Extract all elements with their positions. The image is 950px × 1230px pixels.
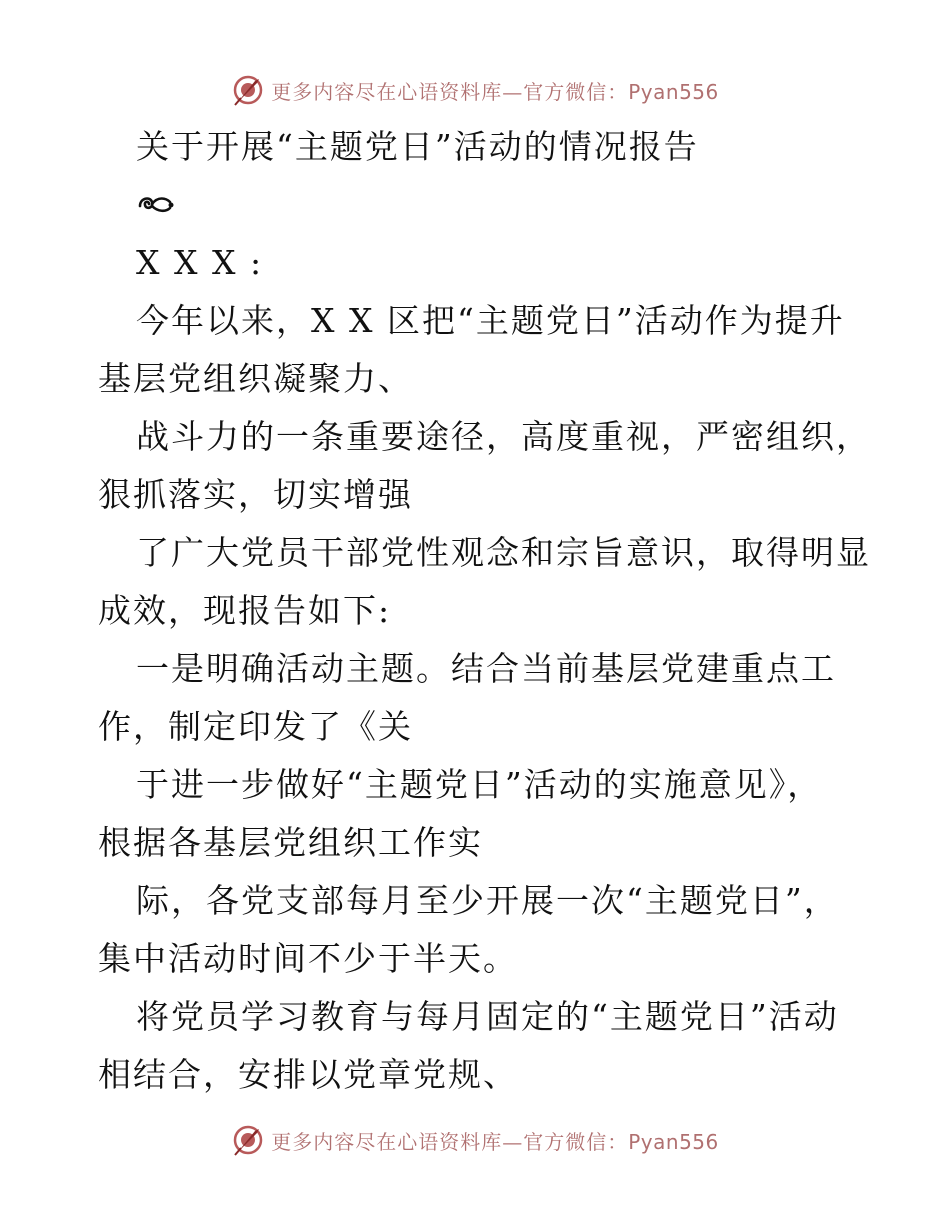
- body-line: 狠抓落实，切实增强: [98, 475, 413, 514]
- watermark-separator: —: [502, 79, 524, 104]
- body-line: 将党员学习教育与每月固定的“主题党日”活动: [136, 997, 839, 1036]
- document-body: [98, 118, 871, 1104]
- body-line: 成效，现报告如下:: [98, 591, 392, 630]
- watermark-slogan: 更多内容尽在心语资料库: [271, 1129, 503, 1154]
- watermark-header: [0, 70, 950, 110]
- body-line: 根据各基层党组织工作实: [98, 823, 483, 862]
- watermark-footer: [0, 1120, 950, 1160]
- body-line: 今年以来，X X 区把“主题党日”活动作为提升: [136, 301, 845, 340]
- quill-logo-icon: [231, 73, 265, 107]
- body-line: 了广大党员干部党性观念和宗旨意识，取得明显: [136, 533, 871, 572]
- body-line: 一是明确活动主题。结合当前基层党建重点工: [136, 649, 836, 688]
- body-line: 作，制定印发了《关: [98, 707, 413, 746]
- body-line: 际，各党支部每月至少开展一次“主题党日”，: [136, 881, 839, 920]
- watermark-contact-id: Pyan556: [628, 1129, 719, 1154]
- body-line: 基层党组织凝聚力、: [98, 359, 413, 398]
- watermark-text: [271, 76, 719, 105]
- watermark-contact-id: Pyan556: [628, 79, 719, 104]
- fleuron-icon: [136, 192, 174, 218]
- ornament-row: [98, 176, 858, 234]
- watermark-contact-label: 官方微信：: [523, 79, 629, 104]
- watermark-text: [271, 1126, 719, 1155]
- body-line: 战斗力的一条重要途径，高度重视，严密组织，: [136, 417, 871, 456]
- watermark-slogan: 更多内容尽在心语资料库: [271, 79, 503, 104]
- watermark-separator: —: [502, 1129, 524, 1154]
- body-line: 于进一步做好“主题党日”活动的实施意见》，: [136, 765, 823, 804]
- quill-logo-icon: [231, 1123, 265, 1157]
- body-line: 集中活动时间不少于半天。: [98, 939, 518, 978]
- document-title: 关于开展“主题党日”活动的情况报告: [136, 127, 699, 166]
- addressee: X X X :: [136, 243, 264, 282]
- watermark-contact-label: 官方微信：: [523, 1129, 629, 1154]
- body-line: 相结合，安排以党章党规、: [98, 1055, 518, 1094]
